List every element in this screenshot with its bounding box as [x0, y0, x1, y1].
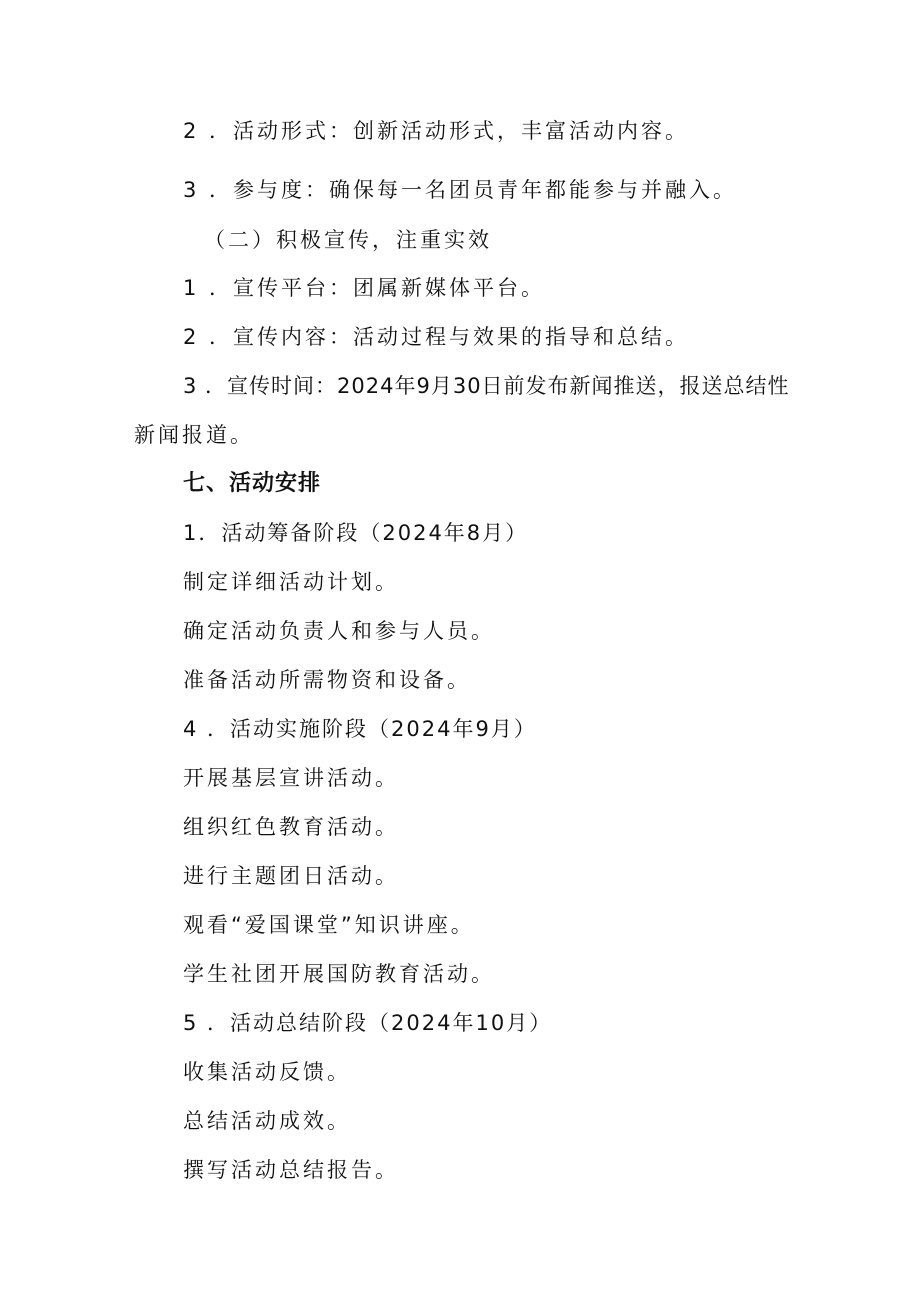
list-item-publicity-time-continued: 新闻报道。 — [134, 423, 254, 447]
list-item-preparation-stage: 1．活动筹备阶段（2024年8月） — [183, 521, 529, 545]
list-item-red-education: 组织红色教育活动。 — [183, 815, 399, 839]
list-item-write-report: 撰写活动总结报告。 — [183, 1158, 399, 1182]
list-item-summarize-results: 总结活动成效。 — [183, 1109, 351, 1133]
list-item-publicity-time: 3 ．宣传时间：2024年9月30日前发布新闻推送，报送总结性 — [183, 374, 790, 398]
list-item-publicity-content: 2 ．宣传内容：活动过程与效果的指导和总结。 — [183, 325, 690, 349]
list-item-patriotic-lecture: 观看“爱国课堂”知识讲座。 — [183, 913, 475, 937]
list-item-publicity-platform: 1 ．宣传平台：团属新媒体平台。 — [183, 276, 546, 300]
list-item-theme-day: 进行主题团日活动。 — [183, 864, 399, 888]
section-heading-publicity: （二）积极宣传，注重实效 — [204, 228, 492, 252]
list-item-grassroots-lecture: 开展基层宣讲活动。 — [183, 766, 399, 790]
list-item-defense-education: 学生社团开展国防教育活动。 — [183, 962, 495, 986]
list-item-prepare-materials: 准备活动所需物资和设备。 — [183, 668, 471, 692]
list-item-detail-plan: 制定详细活动计划。 — [183, 570, 399, 594]
list-item-implementation-stage: 4 ．活动实施阶段（2024年9月） — [183, 717, 537, 741]
list-item-determine-staff: 确定活动负责人和参与人员。 — [183, 619, 495, 643]
section-heading-schedule: 七、活动安排 — [183, 471, 322, 496]
list-item-participation: 3 ．参与度：确保每一名团员青年都能参与并融入。 — [183, 178, 738, 202]
list-item-collect-feedback: 收集活动反馈。 — [183, 1060, 351, 1084]
list-item-activity-form: 2 ．活动形式：创新活动形式，丰富活动内容。 — [183, 119, 690, 143]
list-item-summary-stage: 5 ．活动总结阶段（2024年10月） — [183, 1011, 553, 1035]
